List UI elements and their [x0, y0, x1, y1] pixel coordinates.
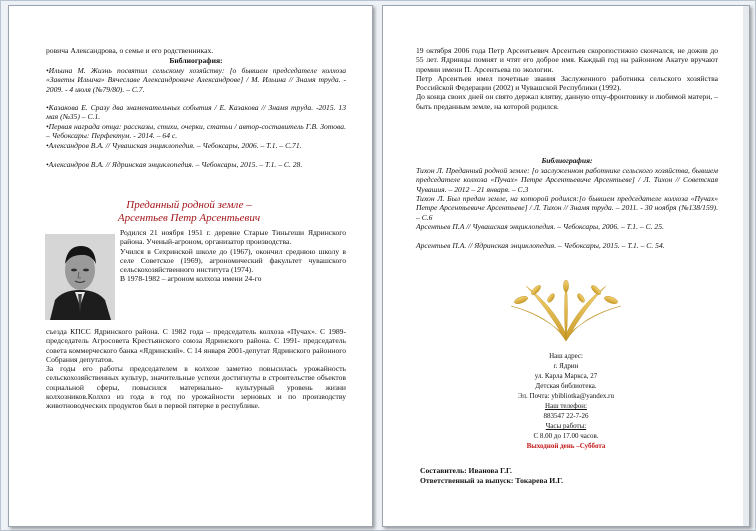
portrait-photo — [45, 234, 115, 320]
hours-value: С 8.00 до 17.00 часов. — [533, 432, 599, 440]
right-bib-item-4: Арсентьев П.А. // Ядринская энциклопедия. – Чебоксары, 2015. – Т.1. – С. 54. — [416, 241, 665, 250]
left-bib-item-3: •Первая награда отца: рассказы, стихи, очерки, статьи / автор-составитель Г.В. Зотова. – Чебоксары: Перфектум. - 2014. – 64 с. — [46, 122, 346, 141]
vertical-scrollbar[interactable] — [743, 6, 749, 526]
right-intro-text: 19 октября 2006 года Петр Арсентьевич Арсентьев скоропостижно скончался, не дожив до 55 лет. Ядринцы помнят и чтят его доброе имя. Каждый год на районном Акатуе вручают премии имени П. Арсентьева по экологии. Петр Арсентьев имел почетные звания Заслуженного работника сельского хозяйства Российской Федерации (2002) и Чувашской Республики (1992). До конца своих дней он свято держал клятву, данную отцу-фронтовику и любимой матери, – быть преданным земле, на которой родился. — [416, 46, 718, 111]
left-bib-item-2: •Казакова Е. Сразу два знаменательных события / Е. Казакова // Знамя труда. -2015. 13 мая (№35) – С.1. — [46, 103, 346, 122]
address-email: Эл. Почта: ybibliotka@yandex.ru — [518, 392, 614, 400]
right-page — [382, 5, 750, 527]
address-street: ул. Карла Маркса, 27 — [534, 372, 598, 380]
wheat-icon — [491, 276, 641, 346]
phone-label: Наш телефон: — [545, 402, 587, 410]
left-bib-item-1: •Ильина М. Жизнь посвятил сельскому хозяйству: [о бывшем председателе колхоза «Заветы Ильича» Вячеславе Александровиче Александрове] / М. Ильина // Знамя труда. - 2009. - 4 июля (№79/80). – С.7. — [46, 66, 346, 94]
biography-title: Преданный родной земле – Арсентьев Петр Арсентьевич — [117, 199, 261, 224]
left-bib-item-4: •Александров В.А. // Чувашская энциклопедия. – Чебоксары, 2006. – Т.1. – С.71. — [46, 141, 302, 150]
phone-number: 883547 22-7-26 — [543, 412, 589, 420]
right-bib-item-2: Тихон Л. Был предан земле, на которой родился:[о бывшем председателе колхоза «Пучах» Петре Арсентьевиче Арсентьеве] / Л. Тихон // Знамя труда. – 2011. - 30 ноября (№138/159). – С.6 — [416, 194, 718, 222]
portrait-image — [45, 234, 115, 320]
days-off: Выходной день –Суббота — [526, 442, 606, 450]
right-bib-heading: Библиография: — [541, 156, 593, 165]
address-city: г. Ядрин — [553, 362, 579, 370]
left-bib-heading: Библиография: — [169, 56, 223, 65]
responsible-person: Ответственный за выпуск: Токарева И.Г. — [420, 476, 563, 485]
address-org: Детская библиотека. — [535, 382, 597, 390]
hours-label: Часы работы: — [545, 422, 587, 430]
left-top-line: ровича Александрова, о семье и его родственниках. — [46, 46, 214, 55]
left-page — [8, 5, 373, 527]
address-label: Наш адрес: — [549, 352, 583, 360]
right-bib-item-1: Тихон Л. Преданный родной земле: [о заслуженном работнике сельского хозяйства, бывшем председателе колхоза «Пучах» Петре Арсентьевиче Арсентьеве] / Л. Тихон // Советская Чувашия. – 2012 – 21 января. – С.3 — [416, 166, 718, 194]
bio-text-top: Родился 21 ноября 1951 г. деревне Старые Тиньгеши Ядринского района. Ученый-агроном, организатор производства. Учился в Сехринской школе до (1967), окончил среднюю школу в селе Советское (1969), агрономический факультет чувашского сельскохозяйственного института (1974). В 1978-1982 – агроном колхоза имени 24-го — [120, 228, 346, 284]
wheat-ornament — [491, 276, 641, 346]
compiler: Составитель: Иванова Г.Г. — [420, 466, 512, 475]
bio-text-rest: съезда КПСС Ядринского района. С 1982 года – председатель колхоза «Пучах». С 1989- председатель Агросовета Крестьянского союза Ядринского района. С 1991- председатель совета коммерческого банка «Ядринский». С 14 января 2001-депутат Ядринского районного Собрания депутатов. За годы его работы председателем в колхозе заметно повысилась урожайность сельскохозяйственных культур, значительные успехи достигнуты в строительстве объектов социальной сферы, повысился материально- культурный уровень жизни колхозников.Колхоз из года в год по урожайности зерновых и по производству животноводческих продуктов был в первой пятерке в республике. — [46, 327, 346, 411]
left-bib-item-5: •Александров В.А. // Ядринская энциклопедия. – Чебоксары, 2015. – Т.1. – С. 28. — [46, 160, 303, 169]
right-bib-item-3: Арсентьев П.А // Чувашская энциклопедия. – Чебоксары, 2006. – Т.1. – С. 25. — [416, 222, 664, 231]
